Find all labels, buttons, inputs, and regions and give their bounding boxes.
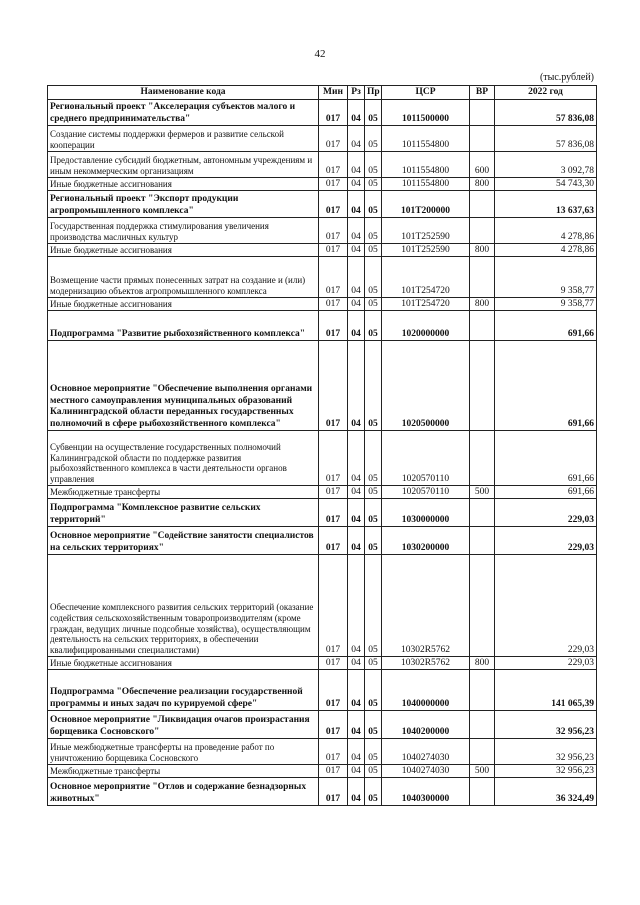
row-name: Межбюджетные трансферты — [48, 486, 319, 499]
row-pr: 05 — [365, 298, 382, 311]
row-vr — [470, 431, 495, 486]
row-pr: 05 — [365, 152, 382, 178]
table-row — [48, 341, 597, 431]
row-name: Иные бюджетные ассигнования — [48, 298, 319, 311]
row-csr: 1030000000 — [382, 499, 470, 527]
row-csr: 1030200000 — [382, 527, 470, 555]
table-row — [48, 778, 597, 806]
row-pr: 05 — [365, 100, 382, 126]
table-row — [48, 486, 597, 499]
table-row — [48, 555, 597, 657]
row-vr — [470, 555, 495, 657]
row-vr — [470, 341, 495, 431]
row-sum: 691,66 — [495, 341, 597, 431]
row-name: Основное мероприятие "Обеспечение выполнения органами местного самоуправления муниципальных образований Калининградской области переданных государственных полномочий в сфере рыбохозяйственного комплекса" — [48, 341, 319, 431]
page-number: 42 — [314, 48, 326, 60]
row-name: Иные бюджетные ассигнования — [48, 244, 319, 257]
table-row — [48, 257, 597, 298]
row-min: 017 — [319, 191, 348, 218]
row-name: Государственная поддержка стимулирования увеличения производства масличных культур — [48, 218, 319, 244]
row-vr — [470, 499, 495, 527]
row-sum: 141 065,39 — [495, 670, 597, 711]
row-sum: 32 956,23 — [495, 739, 597, 765]
row-sum: 9 358,77 — [495, 257, 597, 298]
row-vr — [470, 218, 495, 244]
row-pr: 05 — [365, 126, 382, 152]
row-min: 017 — [319, 126, 348, 152]
row-pr: 05 — [365, 739, 382, 765]
row-name: Межбюджетные трансферты — [48, 765, 319, 778]
table-row — [48, 431, 597, 486]
table-row — [48, 711, 597, 739]
row-rz: 04 — [348, 711, 365, 739]
row-name: Иные бюджетные ассигнования — [48, 178, 319, 191]
row-csr: 1040200000 — [382, 711, 470, 739]
row-csr: 101Т200000 — [382, 191, 470, 218]
table-row — [48, 657, 597, 670]
table-row — [48, 298, 597, 311]
row-csr: 1020000000 — [382, 311, 470, 341]
row-pr: 05 — [365, 670, 382, 711]
row-rz: 04 — [348, 778, 365, 806]
row-pr: 05 — [365, 555, 382, 657]
units-label: (тыс.рублей) — [539, 72, 594, 83]
row-pr: 05 — [365, 499, 382, 527]
row-sum: 691,66 — [495, 431, 597, 486]
row-sum: 229,03 — [495, 527, 597, 555]
row-min: 017 — [319, 431, 348, 486]
row-rz: 04 — [348, 555, 365, 657]
row-sum: 229,03 — [495, 657, 597, 670]
row-rz: 04 — [348, 178, 365, 191]
row-min: 017 — [319, 711, 348, 739]
row-min: 017 — [319, 486, 348, 499]
row-vr — [470, 670, 495, 711]
row-rz: 04 — [348, 765, 365, 778]
row-rz: 04 — [348, 100, 365, 126]
row-csr: 101Т254720 — [382, 298, 470, 311]
row-pr: 05 — [365, 257, 382, 298]
row-csr: 1040300000 — [382, 778, 470, 806]
row-min: 017 — [319, 657, 348, 670]
row-csr: 101Т254720 — [382, 257, 470, 298]
row-min: 017 — [319, 218, 348, 244]
row-min: 017 — [319, 244, 348, 257]
row-sum: 57 836,08 — [495, 126, 597, 152]
row-min: 017 — [319, 778, 348, 806]
table-header-row — [48, 86, 597, 100]
row-pr: 05 — [365, 244, 382, 257]
row-pr: 05 — [365, 778, 382, 806]
row-rz: 04 — [348, 431, 365, 486]
row-vr — [470, 311, 495, 341]
row-name: Возмещение части прямых понесенных затрат на создание и (или) модернизацию объектов агропромышленного комплекса — [48, 257, 319, 298]
header-csr: ЦСР — [382, 86, 470, 100]
row-csr: 101Т252590 — [382, 244, 470, 257]
row-sum: 9 358,77 — [495, 298, 597, 311]
row-sum: 4 278,86 — [495, 218, 597, 244]
row-vr — [470, 778, 495, 806]
row-csr: 1040274030 — [382, 765, 470, 778]
row-pr: 05 — [365, 431, 382, 486]
table-row — [48, 244, 597, 257]
row-csr: 1011554800 — [382, 152, 470, 178]
row-rz: 04 — [348, 527, 365, 555]
row-sum: 4 278,86 — [495, 244, 597, 257]
row-min: 017 — [319, 178, 348, 191]
row-pr: 05 — [365, 765, 382, 778]
row-sum: 32 956,23 — [495, 711, 597, 739]
row-csr: 1040274030 — [382, 739, 470, 765]
row-sum: 3 092,78 — [495, 152, 597, 178]
row-csr: 1011554800 — [382, 126, 470, 152]
table-row — [48, 126, 597, 152]
row-name: Субвенции на осуществление государственных полномочий Калининградской области по поддержке развития рыбохозяйственного комплекса в части деятельности органов управления — [48, 431, 319, 486]
table-row — [48, 218, 597, 244]
row-min: 017 — [319, 527, 348, 555]
row-min: 017 — [319, 311, 348, 341]
row-min: 017 — [319, 100, 348, 126]
header-year: 2022 год — [495, 86, 597, 100]
row-pr: 05 — [365, 178, 382, 191]
row-name: Основное мероприятие "Содействие занятости специалистов на сельских территориях" — [48, 527, 319, 555]
row-csr: 1011500000 — [382, 100, 470, 126]
table-row — [48, 311, 597, 341]
row-rz: 04 — [348, 670, 365, 711]
row-pr: 05 — [365, 191, 382, 218]
table-row — [48, 191, 597, 218]
row-pr: 05 — [365, 527, 382, 555]
row-rz: 04 — [348, 244, 365, 257]
table-row — [48, 499, 597, 527]
row-pr: 05 — [365, 341, 382, 431]
row-min: 017 — [319, 555, 348, 657]
row-name: Создание системы поддержки фермеров и развитие сельской кооперации — [48, 126, 319, 152]
row-vr — [470, 100, 495, 126]
header-pr: Пр — [365, 86, 382, 100]
row-csr: 101Т252590 — [382, 218, 470, 244]
row-rz: 04 — [348, 126, 365, 152]
row-min: 017 — [319, 765, 348, 778]
row-rz: 04 — [348, 152, 365, 178]
row-pr: 05 — [365, 657, 382, 670]
row-name: Обеспечение комплексного развития сельских территорий (оказание содействия сельскохозяйственным товаропроизводителям (кроме граждан, ведущих личные подсобные хозяйства), осуществляющим деятельность на сельских территориях, в обеспечении квалифицированными специалистами) — [48, 555, 319, 657]
row-sum: 13 637,63 — [495, 191, 597, 218]
row-rz: 04 — [348, 499, 365, 527]
budget-table — [47, 85, 597, 806]
header-min: Мин — [319, 86, 348, 100]
row-sum: 57 836,08 — [495, 100, 597, 126]
row-name: Иные бюджетные ассигнования — [48, 657, 319, 670]
row-min: 017 — [319, 341, 348, 431]
header-vr: ВР — [470, 86, 495, 100]
row-csr: 10302R5762 — [382, 657, 470, 670]
row-min: 017 — [319, 257, 348, 298]
row-pr: 05 — [365, 311, 382, 341]
table-row — [48, 765, 597, 778]
row-vr — [470, 257, 495, 298]
table-row — [48, 178, 597, 191]
row-name: Основное мероприятие "Ликвидация очагов произрастания борщевика Сосновского" — [48, 711, 319, 739]
row-vr: 600 — [470, 152, 495, 178]
header-rz: Рз — [348, 86, 365, 100]
row-rz: 04 — [348, 486, 365, 499]
row-rz: 04 — [348, 657, 365, 670]
row-vr: 800 — [470, 298, 495, 311]
row-csr: 1011554800 — [382, 178, 470, 191]
header-name: Наименование кода — [48, 86, 319, 100]
table-row — [48, 527, 597, 555]
row-min: 017 — [319, 670, 348, 711]
row-vr: 500 — [470, 765, 495, 778]
row-min: 017 — [319, 739, 348, 765]
row-rz: 04 — [348, 218, 365, 244]
row-sum: 54 743,30 — [495, 178, 597, 191]
row-min: 017 — [319, 499, 348, 527]
row-csr: 1040000000 — [382, 670, 470, 711]
row-rz: 04 — [348, 257, 365, 298]
table-row — [48, 100, 597, 126]
row-name: Основное мероприятие "Отлов и содержание безнадзорных животных" — [48, 778, 319, 806]
row-name: Региональный проект "Экспорт продукции агропромышленного комплекса" — [48, 191, 319, 218]
row-vr: 800 — [470, 244, 495, 257]
row-sum: 691,66 — [495, 486, 597, 499]
table-row — [48, 739, 597, 765]
row-rz: 04 — [348, 739, 365, 765]
row-csr: 1020500000 — [382, 341, 470, 431]
row-csr: 1020570110 — [382, 431, 470, 486]
row-name: Подпрограмма "Обеспечение реализации государственной программы и иных задач по курируемой сфере" — [48, 670, 319, 711]
row-name: Подпрограмма "Комплексное развитие сельских территорий" — [48, 499, 319, 527]
row-rz: 04 — [348, 191, 365, 218]
row-name: Предоставление субсидий бюджетным, автономным учреждениям и иным некоммерческим организациям — [48, 152, 319, 178]
row-rz: 04 — [348, 298, 365, 311]
table-row — [48, 152, 597, 178]
row-name: Региональный проект "Акселерация субъектов малого и среднего предпринимательства" — [48, 100, 319, 126]
row-pr: 05 — [365, 711, 382, 739]
row-csr: 10302R5762 — [382, 555, 470, 657]
row-sum: 36 324,49 — [495, 778, 597, 806]
row-sum: 691,66 — [495, 311, 597, 341]
row-csr: 1020570110 — [382, 486, 470, 499]
row-sum: 229,03 — [495, 555, 597, 657]
row-min: 017 — [319, 298, 348, 311]
table-row — [48, 670, 597, 711]
row-vr — [470, 711, 495, 739]
row-pr: 05 — [365, 486, 382, 499]
row-name: Подпрограмма "Развитие рыбохозяйственного комплекса" — [48, 311, 319, 341]
row-vr — [470, 527, 495, 555]
row-vr — [470, 126, 495, 152]
row-min: 017 — [319, 152, 348, 178]
row-sum: 229,03 — [495, 499, 597, 527]
row-pr: 05 — [365, 218, 382, 244]
row-name: Иные межбюджетные трансферты на проведение работ по уничтожению борщевика Сосновского — [48, 739, 319, 765]
row-vr: 500 — [470, 486, 495, 499]
row-vr: 800 — [470, 657, 495, 670]
row-vr — [470, 739, 495, 765]
row-rz: 04 — [348, 341, 365, 431]
row-vr: 800 — [470, 178, 495, 191]
row-vr — [470, 191, 495, 218]
row-rz: 04 — [348, 311, 365, 341]
row-sum: 32 956,23 — [495, 765, 597, 778]
